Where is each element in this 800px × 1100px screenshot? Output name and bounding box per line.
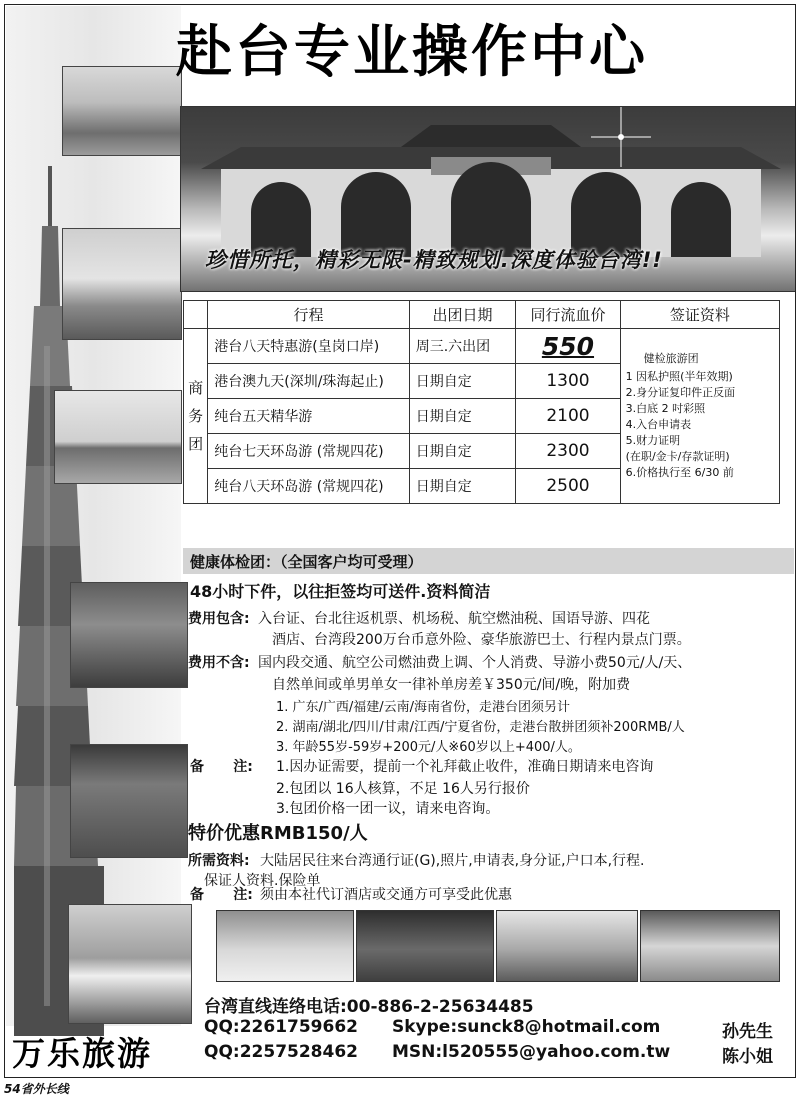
route-cell: 纯台七天环岛游 (常规四花) (208, 434, 409, 469)
excludes-line: 2. 湖南/湖北/四川/甘肃/江西/宁夏省份，走港台散拼团须补200RMB/人 (276, 720, 685, 735)
excludes-line: 国内段交通、航空公司燃油费上调、个人消费、导游小费50元/人/天、 (258, 655, 692, 671)
price-cell: 1300 (516, 364, 620, 399)
msn-contact: MSN:l520555@yahoo.com.tw (392, 1042, 671, 1062)
docs-label: 所需资料: (188, 853, 250, 869)
page-title: 赴台专业操作中心 (176, 20, 648, 85)
group-label-text: 商务团 (188, 379, 204, 453)
visa-item: (在职/金卡/存款证明) (625, 450, 730, 463)
price-cell: 2100 (516, 399, 620, 434)
header-price: 同行流血价 (516, 301, 620, 329)
note-line: 2.包团以 16人核算，不足 16人另行报价 (276, 781, 530, 797)
route-cell: 纯台八天环岛游 (常规四花) (208, 469, 409, 504)
notes-label: 备 注: (190, 759, 253, 775)
visa-heading: 健检旅游团 (643, 352, 699, 365)
health-section-title: 健康体检团：（全国客户均可受理） (190, 553, 423, 571)
docs-line: 大陆居民往来台湾通行证(G),照片,申请表,身分证,户口本,行程. (260, 853, 645, 869)
includes-line: 入台证、台北往返机票、机场税、航空燃油税、国语导游、四花 (258, 611, 650, 627)
excludes-line: 自然单间或单男单女一律补单房差￥350元/间/晚，附加费 (272, 677, 631, 693)
visa-item: 2.身分证复印件正反面 (625, 386, 736, 399)
docs-line: 保证人资料.保险单 (204, 873, 321, 889)
page-footer: 54省外长线 (4, 1082, 69, 1096)
header-route: 行程 (208, 301, 409, 329)
excludes-line: 1. 广东/广西/福建/云南/海南省份，走港台团须另计 (276, 700, 571, 715)
visa-item: 4.入台申请表 (625, 418, 692, 431)
header-visa: 签证资料 (620, 301, 779, 329)
visa-item: 6.价格执行至 6/30 前 (625, 466, 734, 479)
qq-2: QQ:2257528462 (204, 1042, 358, 1062)
page-border (4, 4, 796, 1078)
price-cell: 2300 (516, 434, 620, 469)
visa-item: 1 因私护照(半年效期) (625, 370, 733, 383)
qq-1: QQ:2261759662 (204, 1017, 358, 1037)
visa-item: 3.白底 2 吋彩照 (625, 402, 706, 415)
note-line: 3.包团价格一团一议，请来电咨询。 (276, 801, 500, 817)
special-note: 须由本社代订酒店或交通方可享受此优惠 (260, 887, 512, 903)
brand-name: 万乐旅游 (12, 1034, 152, 1073)
includes-label: 费用包含: (188, 611, 250, 627)
route-cell: 港台澳九天(深圳/珠海起止) (208, 364, 409, 399)
hero-slogan: 珍惜所托，精彩无限-精致规划.深度体验台湾!! (205, 248, 663, 272)
includes-line: 酒店、台湾段200万台币意外险、豪华旅游巴士、行程内景点门票。 (272, 632, 691, 648)
date-cell: 周三.六出团 (409, 329, 516, 364)
date-cell: 日期自定 (409, 469, 516, 504)
contact-person-2: 陈小姐 (722, 1047, 773, 1067)
special-note-label: 备 注: (190, 887, 253, 903)
date-cell: 日期自定 (409, 434, 516, 469)
excludes-line: 3. 年龄55岁-59岁+200元/人※60岁以上+400/人。 (276, 740, 581, 755)
date-cell: 日期自定 (409, 399, 516, 434)
contact-person-1: 孙先生 (722, 1022, 773, 1042)
price-cell: 2500 (516, 469, 620, 504)
excludes-label: 费用不含: (188, 655, 250, 671)
special-offer-title: 特价优惠RMB150/人 (188, 823, 368, 844)
skype-contact: Skype:sunck8@hotmail.com (392, 1017, 661, 1037)
highlight-price: 550 (541, 331, 595, 361)
deadline-line: 48小时下件，以往拒签均可送件.资料简洁 (190, 582, 491, 601)
visa-item: 5.财力证明 (625, 434, 681, 447)
note-line: 1.因办证需要，提前一个礼拜截止收件，准确日期请来电咨询 (276, 759, 654, 775)
phone-line: 台湾直线连络电话:00-886-2-25634485 (204, 997, 534, 1017)
header-date: 出团日期 (409, 301, 516, 329)
date-cell: 日期自定 (409, 364, 516, 399)
route-cell: 港台八天特惠游(皇岗口岸) (208, 329, 409, 364)
route-cell: 纯台五天精华游 (208, 399, 409, 434)
